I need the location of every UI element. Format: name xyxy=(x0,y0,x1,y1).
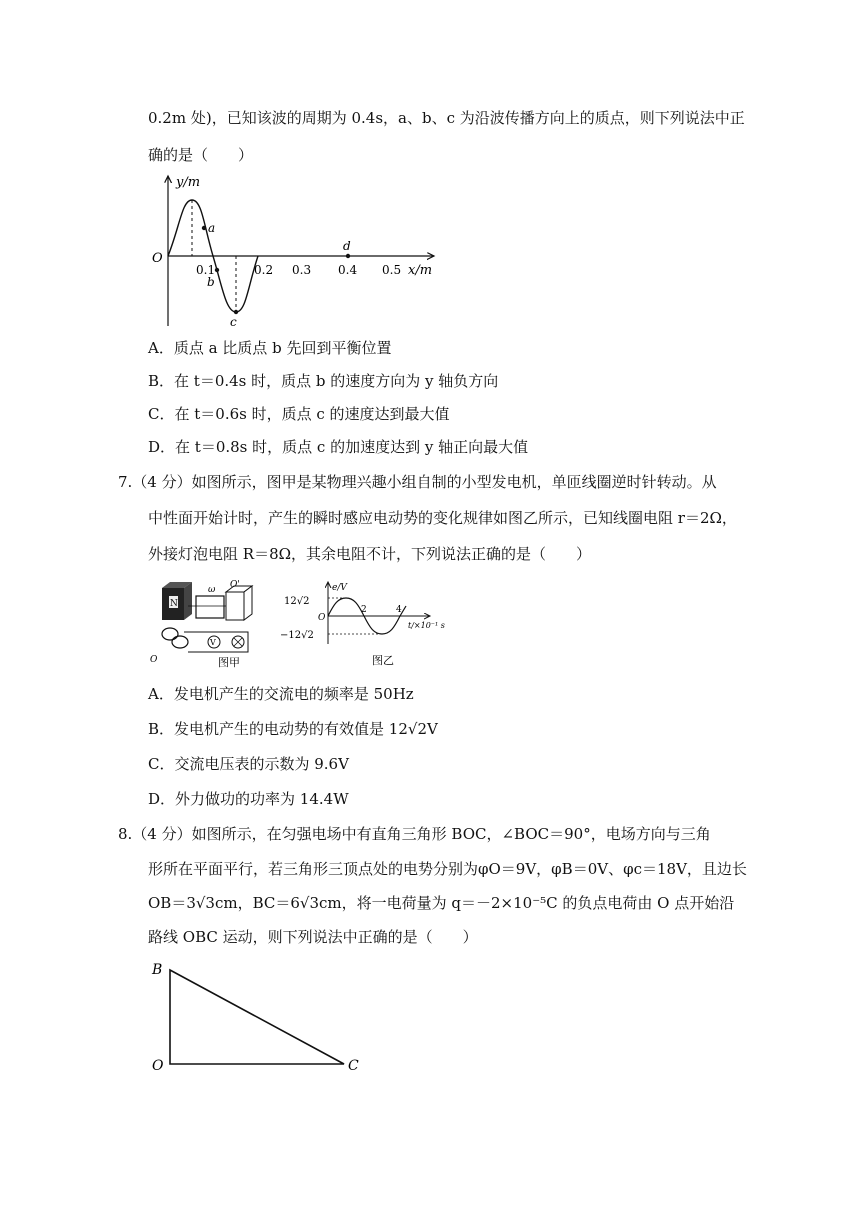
q6-option-a: A．质点 a 比质点 b 先回到平衡位置 xyxy=(148,339,392,357)
axis-o-label: O xyxy=(150,655,158,665)
vertex-o-label: O xyxy=(152,1058,164,1074)
emf-y-bottom: −12√2 xyxy=(280,630,314,641)
triangle-figure xyxy=(148,958,378,1078)
point-b-dot xyxy=(215,268,219,272)
slip-ring-2 xyxy=(172,636,188,648)
axis-o-prime-label: O' xyxy=(230,580,240,590)
q7-stem-line3: 外接灯泡电阻 R＝8Ω，其余电阻不计，下列说法正确的是（ ） xyxy=(148,545,592,563)
magnet-s-block xyxy=(226,592,244,620)
wave-tick-0-4: 0.4 xyxy=(338,263,358,277)
q8-stem-line2: 形所在平面平行，若三角形三顶点处的电势分别为φO＝9V，φB＝0V、φc＝18V，且边长 xyxy=(148,860,747,878)
emf-x-label: t/×10⁻¹ s xyxy=(408,621,445,630)
wave-graph xyxy=(146,170,446,330)
q6-stem-line1: 0.2m 处)，已知该波的周期为 0.4s，a、b、c 为沿波传播方向上的质点，则下列说法中正 xyxy=(148,109,745,127)
q6-option-b: B．在 t＝0.4s 时，质点 b 的速度方向为 y 轴负方向 xyxy=(148,372,499,390)
q6-option-c: C．在 t＝0.6s 时，质点 c 的速度达到最大值 xyxy=(148,405,450,423)
q6-option-d: D．在 t＝0.8s 时，质点 c 的加速度达到 y 轴正向最大值 xyxy=(148,438,529,456)
q7-option-c: C．交流电压表的示数为 9.6V xyxy=(148,755,349,773)
omega-label: ω xyxy=(208,585,216,595)
wave-tick-0-2: 0.2 xyxy=(254,263,274,277)
point-c-label: c xyxy=(230,315,237,329)
q7-option-b: B．发电机产生的电动势的有效值是 12√2V xyxy=(148,720,438,738)
q8-stem-line1: 8.（4 分）如图所示，在匀强电场中有直角三角形 BOC，∠BOC＝90°，电场方向与三角 xyxy=(118,825,711,843)
emf-tick-4: 4 xyxy=(396,605,402,615)
emf-y-top: 12√2 xyxy=(284,596,310,607)
point-d-label: d xyxy=(343,239,351,253)
emf-y-label: e/V xyxy=(332,583,347,593)
wave-tick-0-5: 0.5 xyxy=(382,263,402,277)
fig-a-caption: 图甲 xyxy=(218,656,240,668)
generator-figure xyxy=(148,578,268,668)
q8-stem-line4: 路线 OBC 运动，则下列说法中正确的是（ ） xyxy=(148,928,478,946)
point-a-label: a xyxy=(208,221,216,235)
fig-b-caption: 图乙 xyxy=(372,654,394,667)
wave-tick-0-1: 0.1 xyxy=(196,263,216,277)
wave-tick-0-3: 0.3 xyxy=(292,263,312,277)
triangle-boc xyxy=(170,970,344,1064)
vertex-c-label: C xyxy=(348,1058,359,1074)
coil xyxy=(196,596,224,618)
wave-y-label: y/m xyxy=(176,175,201,190)
voltmeter-label: V xyxy=(210,638,216,647)
q7-stem-line1: 7.（4 分）如图所示，图甲是某物理兴趣小组自制的小型发电机，单匝线圈逆时针转动。从 xyxy=(118,473,717,491)
emf-graph xyxy=(280,578,480,668)
q7-stem-line2: 中性面开始计时，产生的瞬时感应电动势的变化规律如图乙所示，已知线圈电阻 r＝2Ω， xyxy=(148,509,737,527)
point-c-dot xyxy=(234,310,238,314)
vertex-b-label: B xyxy=(152,962,163,978)
wave-origin: O xyxy=(152,251,163,266)
slip-ring-1 xyxy=(162,628,178,640)
q6-stem-line2: 确的是（ ） xyxy=(148,146,254,164)
magnet-n-label: N xyxy=(170,599,178,609)
q7-option-d: D．外力做功的功率为 14.4W xyxy=(148,790,349,808)
point-d-dot xyxy=(346,254,350,258)
emf-origin: O xyxy=(318,613,326,623)
q7-option-a: A．发电机产生的交流电的频率是 50Hz xyxy=(148,685,414,703)
wave-x-label: x/m xyxy=(408,263,433,278)
q8-stem-line3: OB＝3√3cm，BC＝6√3cm，将一电荷量为 q＝－2×10⁻⁵C 的负点电荷由 O 点开始沿 xyxy=(148,894,735,912)
point-a-dot xyxy=(202,226,206,230)
emf-tick-2: 2 xyxy=(361,605,367,615)
point-b-label: b xyxy=(207,275,215,289)
